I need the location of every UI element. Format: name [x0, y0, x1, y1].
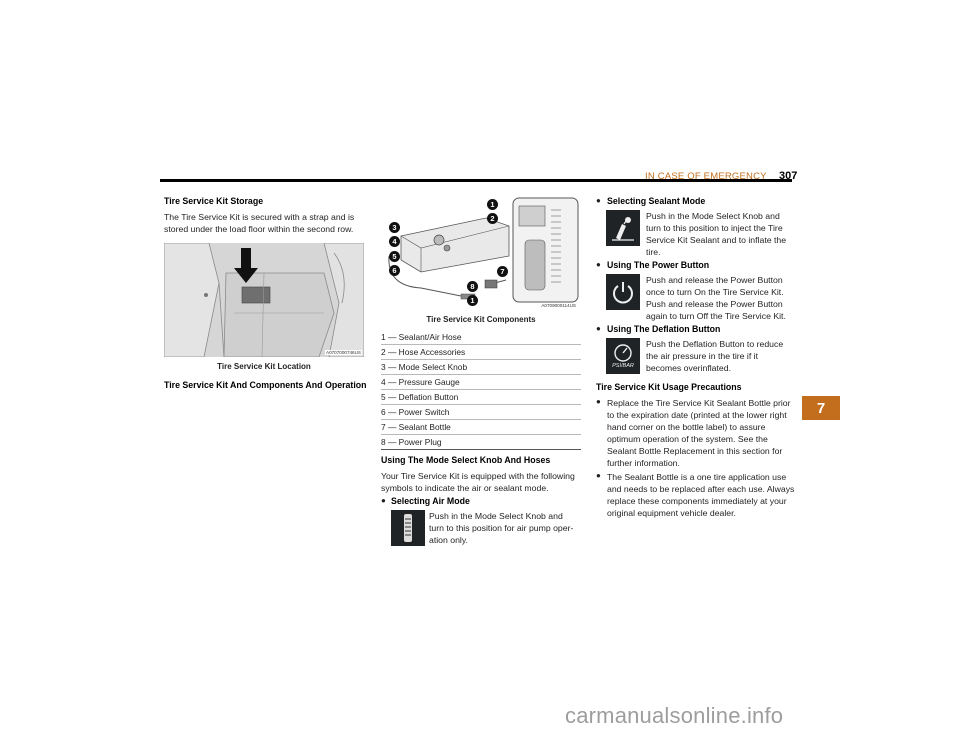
power-line4: again to turn Off the Tire Service Kit.	[646, 311, 786, 321]
figure-caption-components: Tire Service Kit Components	[426, 315, 536, 324]
deflation-button-title: Using The Deflation Button	[607, 324, 721, 334]
precaution2-line1: The Sealant Bottle is a one tire application use	[607, 472, 787, 482]
precaution2-line3: replace these components immediately at your	[607, 496, 787, 506]
power-line2: once to turn On the Tire Service Kit.	[646, 287, 784, 297]
deflation-line1: Push the Deflation Button to reduce	[646, 339, 784, 349]
callout-8: 8	[467, 281, 478, 292]
bullet-icon: ●	[596, 196, 601, 205]
power-button-title: Using The Power Button	[607, 260, 710, 270]
paragraph-mode-line1: Your Tire Service Kit is equipped with the following	[381, 471, 575, 481]
sealant-line2: turn to this position to inject the Tire	[646, 223, 783, 233]
kit-components-illustration	[381, 196, 581, 310]
power-line1: Push and release the Power Button	[646, 275, 783, 285]
pressure-gauge-icon	[612, 343, 634, 363]
figure-id: A0707000746US	[326, 350, 361, 355]
heading-mode-select: Using The Mode Select Knob And Hoses	[381, 455, 551, 465]
bullet-icon: ●	[381, 496, 386, 505]
legend-item: 1 — Sealant/Air Hose	[381, 330, 581, 345]
heading-storage: Tire Service Kit Storage	[164, 196, 264, 206]
precaution1-line2: to the expiration date (printed at the lower right	[607, 410, 787, 420]
air-mode-line1: Push in the Mode Select Knob and	[429, 511, 563, 521]
air-mode-icon	[391, 510, 425, 546]
page-number: 307	[779, 170, 798, 182]
sealant-line4: tire.	[646, 247, 661, 257]
callout-3: 3	[389, 222, 400, 233]
precaution1-line4: optimum operation of the system. See the	[607, 434, 768, 444]
bullet-icon: ●	[596, 324, 601, 333]
legend-item: 4 — Pressure Gauge	[381, 375, 581, 390]
callout-2: 2	[487, 213, 498, 224]
legend-item: 2 — Hose Accessories	[381, 345, 581, 360]
deflation-button-icon-box	[606, 338, 640, 374]
air-mode-line3: ation only.	[429, 535, 468, 545]
sealant-mode-title: Selecting Sealant Mode	[607, 196, 706, 206]
callout-5: 5	[389, 251, 400, 262]
kit-components-figure	[381, 196, 581, 310]
chapter-tab[interactable]: 7	[802, 396, 840, 420]
air-mode-line2: turn to this position for air pump oper-	[429, 523, 574, 533]
precaution1-line5: Sealant Bottle Replacement in this section for	[607, 446, 783, 456]
precaution1-line1: Replace the Tire Service Kit Sealant Bottle prior	[607, 398, 791, 408]
air-gauge-icon	[398, 513, 418, 543]
deflation-line3: becomes overinflated.	[646, 363, 731, 373]
bullet-icon: ●	[596, 471, 601, 480]
callout-4: 4	[389, 236, 400, 247]
sealant-mode-icon	[606, 210, 640, 246]
kit-location-illustration	[164, 243, 364, 357]
sealant-icon	[610, 214, 636, 242]
callout-6: 6	[389, 265, 400, 276]
bullet-icon: ●	[596, 260, 601, 269]
legend-item: 7 — Sealant Bottle	[381, 420, 581, 435]
power-icon	[610, 279, 636, 305]
paragraph-storage-line2: stored under the load floor within the second row.	[164, 224, 354, 234]
legend-item: 3 — Mode Select Knob	[381, 360, 581, 375]
bullet-icon: ●	[596, 397, 601, 406]
sealant-line3: Service Kit Sealant and to inflate the	[646, 235, 787, 245]
callout-1b: 1	[467, 295, 478, 306]
heading-components: Tire Service Kit And Components And Operation	[164, 380, 367, 390]
air-mode-title: Selecting Air Mode	[391, 496, 470, 506]
legend-item: 5 — Deflation Button	[381, 390, 581, 405]
figure-id: A0709000114US	[541, 303, 576, 308]
precaution2-line2: and needs to be replaced after each use. Always	[607, 484, 795, 494]
precaution2-line4: original equipment vehicle dealer.	[607, 508, 736, 518]
paragraph-storage-line1: The Tire Service Kit is secured with a strap and is	[164, 212, 355, 222]
section-title: IN CASE OF EMERGENCY	[645, 171, 767, 182]
kit-location-figure	[164, 243, 364, 357]
callout-7: 7	[497, 266, 508, 277]
legend-item: 8 — Power Plug	[381, 435, 581, 450]
precaution1-line3: hand corner on the bottle label) to assure	[607, 422, 766, 432]
precaution1-line6: further information.	[607, 458, 680, 468]
psi-bar-label: PSI/BAR	[612, 362, 634, 369]
figure-caption-location: Tire Service Kit Location	[217, 362, 311, 371]
heading-precautions: Tire Service Kit Usage Precautions	[596, 382, 742, 392]
legend-item: 6 — Power Switch	[381, 405, 581, 420]
sealant-line1: Push in the Mode Select Knob and	[646, 211, 780, 221]
paragraph-mode-line2: symbols to indicate the air or sealant mode.	[381, 483, 549, 493]
power-line3: Push and release the Power Button	[646, 299, 783, 309]
power-button-icon-box	[606, 274, 640, 310]
deflation-line2: the air pressure in the tire if it	[646, 351, 759, 361]
watermark: carmanualsonline.info	[565, 703, 784, 728]
callout-1: 1	[487, 199, 498, 210]
